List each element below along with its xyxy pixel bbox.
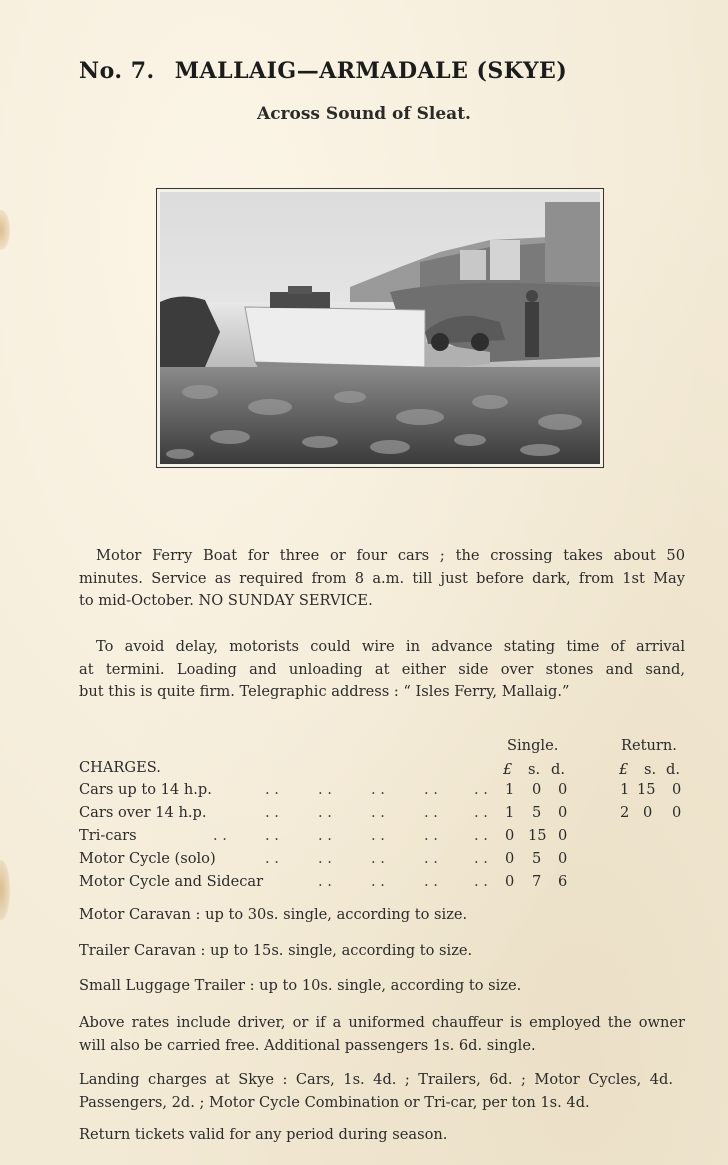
note-motor-caravan: Motor Caravan : up to 30s. single, according to size. [79,906,468,923]
single-shillings: 5 [532,850,542,867]
text-line: Passengers, 2d. ; Motor Cycle Combination or Tri-car, per ton 1s. 4d. [79,1093,590,1111]
single-pence: 0 [558,781,568,798]
return-shillings: 15 [637,781,656,798]
paper-stain [0,210,10,250]
single-pence: 0 [558,804,568,821]
leader-dots: . . [474,873,488,890]
leader-dots: . . [424,850,438,867]
route-number: No. 7. [79,58,155,84]
text-line: but this is quite firm. Telegraphic address : “ Isles Ferry, Mallaig.” [79,683,570,700]
leader-dots: . . [424,781,438,798]
leader-dots: . . [371,781,385,798]
currency-pounds: £ [503,761,513,778]
leader-dots: . . [424,873,438,890]
leader-dots: . . [474,804,488,821]
currency-pence: d. [666,761,680,778]
leader-dots: . . [213,827,227,844]
note-luggage-trailer: Small Luggage Trailer : up to 10s. single, according to size. [79,977,522,994]
note-above-rates [79,1012,685,1057]
single-shillings: 15 [528,827,547,844]
text-line: Motor Ferry Boat for three or four cars ; the crossing takes about 50 [96,547,685,564]
currency-pence: d. [551,761,565,778]
text-line: To avoid delay, motorists could wire in advance stating time of arrival [96,638,685,655]
currency-pounds: £ [619,761,629,778]
single-header: Single. [507,737,559,754]
leader-dots: . . [265,827,279,844]
leader-dots: . . [474,850,488,867]
leader-dots: . . [474,781,488,798]
return-pounds: 1 [620,781,630,798]
leader-dots: . . [265,781,279,798]
note-trailer-caravan: Trailer Caravan : up to 15s. single, according to size. [79,942,473,959]
return-pence: 0 [672,804,682,821]
return-shillings: 0 [643,804,653,821]
leader-dots: . . [371,873,385,890]
single-shillings: 0 [532,781,542,798]
return-pence: 0 [672,781,682,798]
charges-row [79,804,699,826]
vehicle-type: Cars over 14 h.p. [79,804,207,821]
paragraph-service [79,545,685,613]
leader-dots: . . [318,781,332,798]
charges-heading: CHARGES. [79,759,161,776]
single-pounds: 0 [505,827,515,844]
leader-dots: . . [424,827,438,844]
charges-row [79,850,699,872]
text-line: at termini. Loading and unloading at either side over stones and sand, [79,660,685,678]
text-line: minutes. Service as required from 8 a.m. till just before dark, from 1st May [79,569,685,587]
currency-shillings: s. [528,761,541,778]
note-return-tickets: Return tickets valid for any period during season. [79,1126,448,1143]
page-title [79,58,567,84]
leader-dots: . . [265,850,279,867]
leader-dots: . . [265,804,279,821]
vehicle-type: Motor Cycle and Sidecar [79,873,264,890]
leader-dots: . . [474,827,488,844]
return-pounds: 2 [620,804,630,821]
single-pence: 6 [558,873,568,890]
leader-dots: . . [318,804,332,821]
single-pence: 0 [558,827,568,844]
text-line: Landing charges at Skye : Cars, 1s. 4d. ; Trailers, 6d. ; Motor Cycles, 4d. [79,1071,673,1088]
text-line: to mid-October. NO SUNDAY SERVICE. [79,592,373,609]
text-line: will also be carried free. Additional passengers 1s. 6d. single. [79,1036,536,1054]
currency-shillings: s. [644,761,657,778]
leader-dots: . . [371,827,385,844]
leader-dots: . . [318,850,332,867]
page-subtitle: Across Sound of Sleat. [257,104,471,124]
return-header: Return. [621,737,677,754]
leader-dots: . . [318,873,332,890]
leader-dots: . . [424,804,438,821]
single-shillings: 5 [532,804,542,821]
single-pence: 0 [558,850,568,867]
paper-stain [0,860,10,920]
ferry-photo [156,188,604,468]
single-pounds: 1 [505,781,515,798]
single-shillings: 7 [532,873,542,890]
vehicle-type: Cars up to 14 h.p. [79,781,212,798]
paragraph-advice [79,636,685,704]
charges-row [79,827,699,849]
charges-row [79,873,699,895]
ferry-photo-icon [160,192,600,464]
single-pounds: 1 [505,804,515,821]
leader-dots: . . [371,804,385,821]
note-landing [79,1069,673,1114]
leader-dots: . . [371,850,385,867]
text-line: Above rates include driver, or if a uniformed chauffeur is employed the owner [79,1014,685,1031]
route-name: MALLAIG—ARMADALE (SKYE) [174,58,568,84]
single-pounds: 0 [505,850,515,867]
vehicle-type: Tri-cars [79,827,137,844]
single-pounds: 0 [505,873,515,890]
vehicle-type: Motor Cycle (solo) [79,850,216,867]
charges-row [79,781,699,803]
leader-dots: . . [318,827,332,844]
